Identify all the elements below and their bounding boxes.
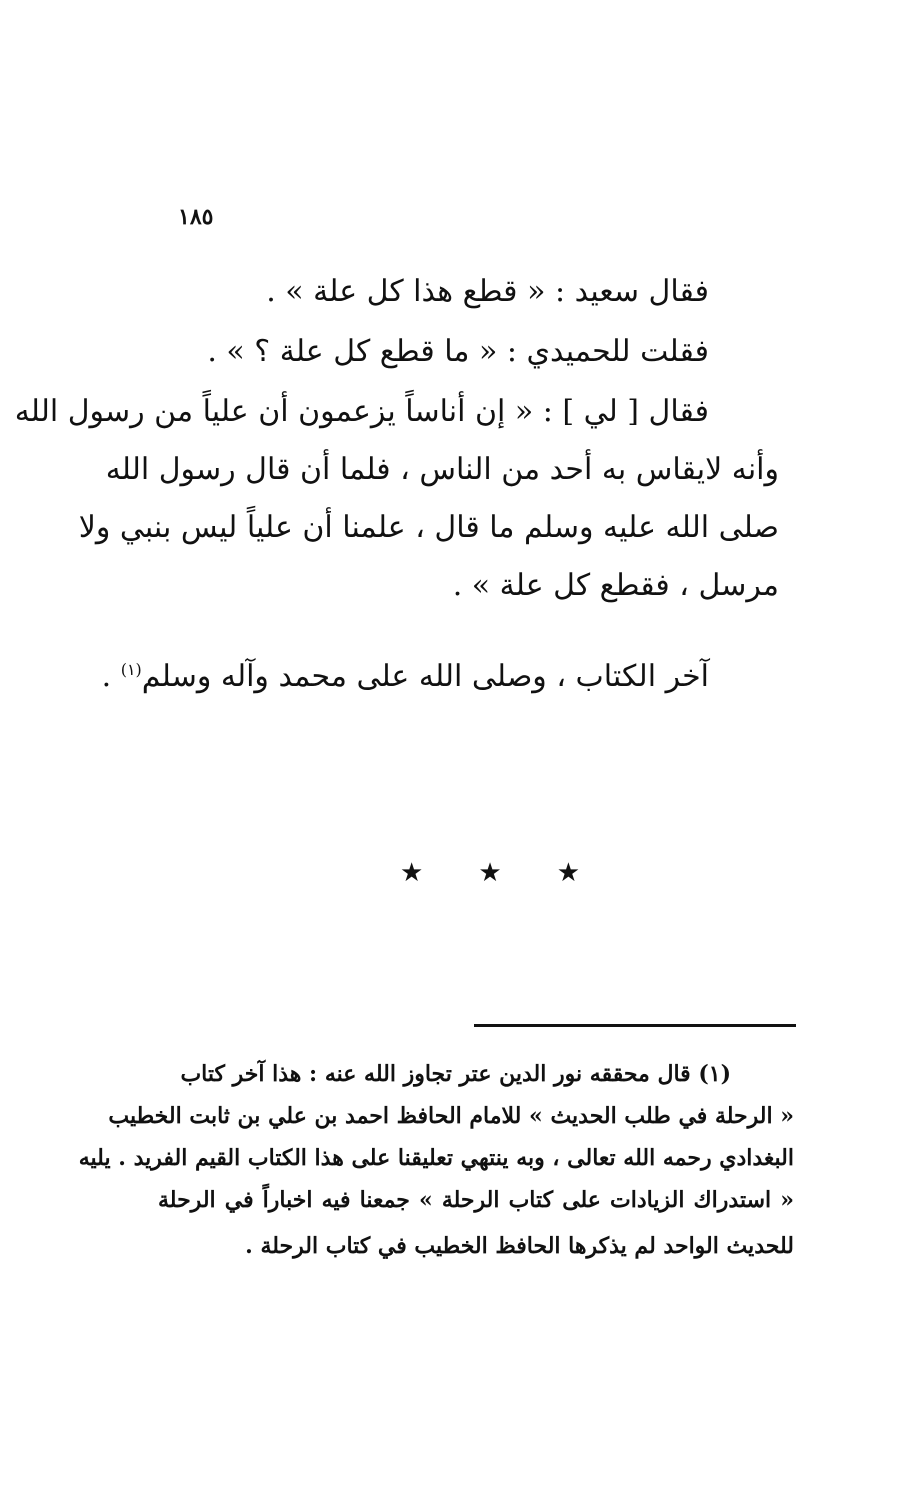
closing-end: . [101,659,121,694]
body-line-3: فقال [ لي ] : « إن أناساً يزعمون أن علياً من رسول الله [14,394,709,429]
star-icon: ★ [478,858,502,888]
footnote-line-3: البغدادي رحمه الله تعالى ، وبه ينتهي تعليقنا على هذا الكتاب القيم الفريد . يليه [78,1145,794,1171]
footnote-line-5: للحديث الواحد لم يذكرها الحافظ الخطيب في كتاب الرحلة . [245,1233,794,1259]
body-line-5: صلى الله عليه وسلم ما قال ، علمنا أن علياً ليس بنبي ولا [78,510,779,545]
body-line-2: فقلت للحميدي : « ما قطع كل علة ؟ » . [207,334,709,369]
star-icon: ★ [556,858,580,888]
closing-note-marker: (١) [120,660,142,679]
footnote-line-1: (١) قال محققه نور الدين عتر تجاوز الله عنه : هذا آخر كتاب [180,1061,731,1087]
section-separator [400,858,580,888]
star-icon: ★ [400,858,424,888]
body-line-6: مرسل ، فقطع كل علة » . [452,568,779,603]
body-line-1: فقال سعيد : « قطع هذا كل علة » . [266,274,709,309]
page-number: ١٨٥ [178,204,214,230]
closing-text: آخر الكتاب ، وصلى الله على محمد وآله وسلم [141,659,709,694]
closing-line [102,650,709,697]
body-line-4: وأنه لايقاس به أحد من الناس ، فلما أن قال رسول الله [105,452,779,487]
footnote-line-4: « استدراك الزيادات على كتاب الرحلة » جمعنا فيه اخباراً في الرحلة [158,1187,794,1213]
footnote-divider [474,1024,796,1027]
footnote-line-2: « الرحلة في طلب الحديث » للامام الحافظ احمد بن علي بن ثابت الخطيب [108,1103,794,1129]
